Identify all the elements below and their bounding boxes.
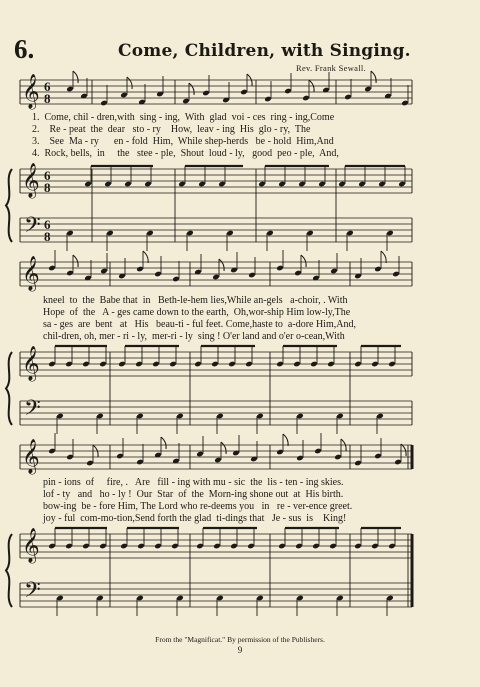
time-signature: 6 bbox=[44, 168, 51, 183]
treble-clef-icon: 𝄞 bbox=[22, 74, 40, 109]
hymn-number: 6. bbox=[14, 34, 35, 64]
note-flag bbox=[221, 442, 226, 454]
bass-clef-icon: 𝄢 bbox=[24, 396, 41, 426]
time-signature: 8 bbox=[44, 91, 51, 106]
treble-clef-icon: 𝄞 bbox=[22, 439, 40, 474]
brace bbox=[6, 169, 12, 242]
page-number: 9 bbox=[237, 645, 243, 655]
note-flag bbox=[143, 251, 148, 263]
lyric-line: 1. Come, chil - dren,with sing - ing, With glad voi - ces ring - ing,Come bbox=[32, 112, 335, 123]
note-flag bbox=[219, 259, 224, 271]
brace bbox=[6, 352, 12, 425]
lyric-line: pin - ions of fire, . Are fill - ing with mu - sic the lis - ten - ing skies. bbox=[43, 477, 344, 488]
bass-clef-icon: 𝄢 bbox=[24, 213, 41, 243]
footer-credit: From the "Magnificat." By permission of the Publishers. bbox=[155, 635, 325, 644]
lyric-line: kneel to the Babe that in Beth-le-hem lies,While an-gels a-choir, . With bbox=[43, 295, 348, 306]
time-signature: 8 bbox=[44, 229, 51, 244]
treble-clef-icon: 𝄞 bbox=[22, 163, 40, 198]
treble-clef-icon: 𝄞 bbox=[22, 528, 40, 563]
time-signature: 6 bbox=[44, 217, 51, 232]
note-flag bbox=[381, 251, 386, 263]
note-flag bbox=[283, 434, 288, 446]
time-signature: 8 bbox=[44, 180, 51, 195]
hymn-title: Come, Children, with Singing. bbox=[118, 41, 411, 61]
lyric-line: joy - ful com-mo-tion,Send forth the glad ti-dings that Je - sus is King! bbox=[43, 513, 347, 524]
note-flag bbox=[371, 71, 376, 83]
treble-clef-icon: 𝄞 bbox=[22, 346, 40, 381]
bass-clef-icon: 𝄢 bbox=[24, 578, 41, 608]
lyric-line: 2. Re - peat the dear sto - ry How, leav - ing His glo - ry, The bbox=[32, 124, 311, 135]
treble-clef-icon: 𝄞 bbox=[22, 256, 40, 291]
note-flag bbox=[189, 83, 194, 95]
time-signature: 6 bbox=[44, 79, 51, 94]
note-flag bbox=[127, 77, 132, 89]
lyric-line: Hope of the A - ges came down to the earth, Oh,wor-ship Him low-ly,The bbox=[43, 307, 351, 318]
lyric-line: bow-ing be - fore Him, The Lord who re-deems you in re - ver-ence greet. bbox=[43, 501, 353, 512]
note-flag bbox=[301, 255, 306, 267]
brace bbox=[6, 534, 12, 607]
lyric-line: 3. See Ma - ry en - fold Him, While shep-herds be - hold Him,And bbox=[32, 136, 334, 147]
note-flag bbox=[73, 71, 78, 83]
note-flag bbox=[161, 437, 166, 449]
lyric-line: lof - ty and ho - ly ! Our Star of the Morn-ing shone out at His birth. bbox=[43, 489, 344, 500]
note-flag bbox=[73, 255, 78, 267]
lyric-line: 4. Rock, bells, in the stee - ple, Shout loud - ly, good peo - ple, And, bbox=[32, 148, 339, 159]
lyric-line: chil-dren, oh, mer - ri - ly, mer-ri - ly sing ! O'er land and o'er o-cean,With bbox=[43, 331, 345, 342]
hymn-author: Rev. Frank Sewall. bbox=[296, 63, 367, 73]
lyric-line: sa - ges are bent at His beau-ti - ful feet. Come,haste to a-dore Him,And, bbox=[43, 319, 356, 330]
note-flag bbox=[401, 444, 406, 456]
